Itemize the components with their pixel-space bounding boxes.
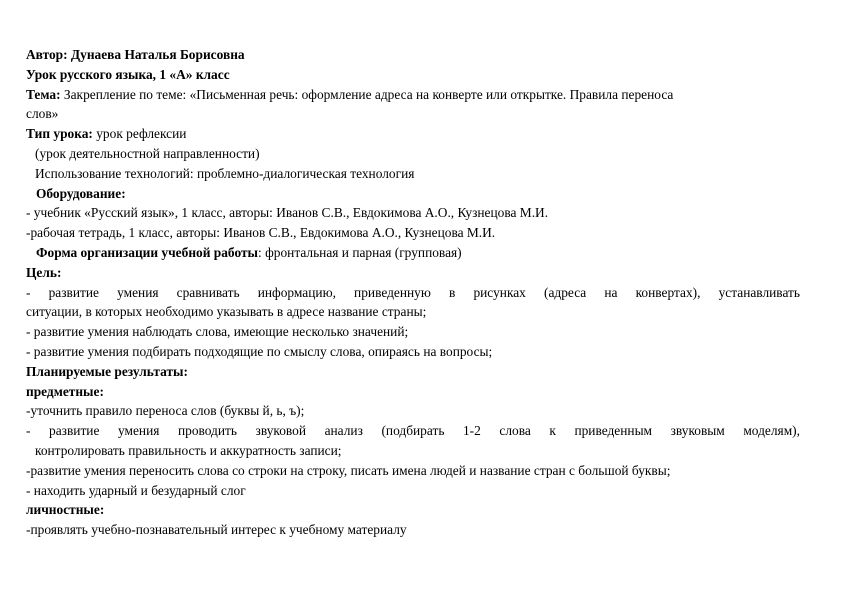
work-form-label: Форма организации учебной работы bbox=[36, 244, 259, 260]
subject-result-item: -уточнить правило переноса слов (буквы й, ь, ъ); bbox=[26, 403, 305, 419]
work-form-value: : фронтальная и парная (групповая) bbox=[258, 244, 462, 260]
equipment-item: -рабочая тетрадь, 1 класс, авторы: Иванов С.В., Евдокимова А.О., Кузнецова М.И. bbox=[26, 225, 496, 241]
subject-result-item: -развитие умения переносить слова со строки на строку, писать имена людей и название стран с большой буквы; bbox=[26, 462, 671, 478]
document-page bbox=[26, 45, 800, 540]
author-line: Автор: Дунаева Наталья Борисовна bbox=[26, 47, 245, 62]
equipment-item: - учебник «Русский язык», 1 класс, авторы: Иванов С.В., Евдокимова А.О., Кузнецова М.И. bbox=[26, 205, 549, 221]
subject-result-item: - находить ударный и безударный слог bbox=[26, 482, 246, 498]
topic-line bbox=[26, 85, 800, 105]
subject-result-item: - развитие умения проводить звуковой анализ (подбирать 1-2 слова к приведенным звуковым моделям), bbox=[26, 423, 800, 439]
lesson-type-line bbox=[26, 124, 800, 144]
lesson-line: Урок русского языка, 1 «А» класс bbox=[26, 66, 230, 82]
lesson-type-label: Тип урока: bbox=[26, 126, 93, 142]
work-form-line bbox=[26, 243, 800, 263]
equipment-heading: Оборудование: bbox=[36, 185, 126, 201]
goal-item: - развитие умения сравнивать информацию, приведенную в рисунках (адреса на конвертах), устанавливать bbox=[26, 284, 800, 300]
lesson-type-note: (урок деятельностной направленности) bbox=[35, 145, 260, 161]
results-heading: Планируемые результаты: bbox=[26, 363, 188, 379]
topic-line-continued: слов» bbox=[26, 106, 59, 122]
goal-heading: Цель: bbox=[26, 264, 62, 280]
lesson-type-value: урок рефлексии bbox=[92, 126, 187, 142]
goal-item: - развитие умения подбирать подходящие по смыслу слова, опираясь на вопросы; bbox=[26, 343, 493, 359]
technology-line: Использование технологий: проблемно-диалогическая технология bbox=[35, 165, 415, 181]
personal-results-heading: личностные: bbox=[26, 502, 105, 518]
subject-results-heading: предметные: bbox=[26, 383, 104, 399]
topic-label: Тема: bbox=[26, 86, 61, 102]
personal-result-item: -проявлять учебно-познавательный интерес к учебному материалу bbox=[26, 522, 407, 538]
goal-item: - развитие умения наблюдать слова, имеющие несколько значений; bbox=[26, 324, 409, 340]
subject-result-item-continued: контролировать правильность и аккуратность записи; bbox=[35, 442, 342, 458]
topic-text: Закрепление по теме: «Письменная речь: оформление адреса на конверте или открытке. Правила переноса bbox=[60, 86, 674, 102]
goal-item-continued: ситуации, в которых необходимо указывать в адресе название страны; bbox=[26, 304, 427, 320]
